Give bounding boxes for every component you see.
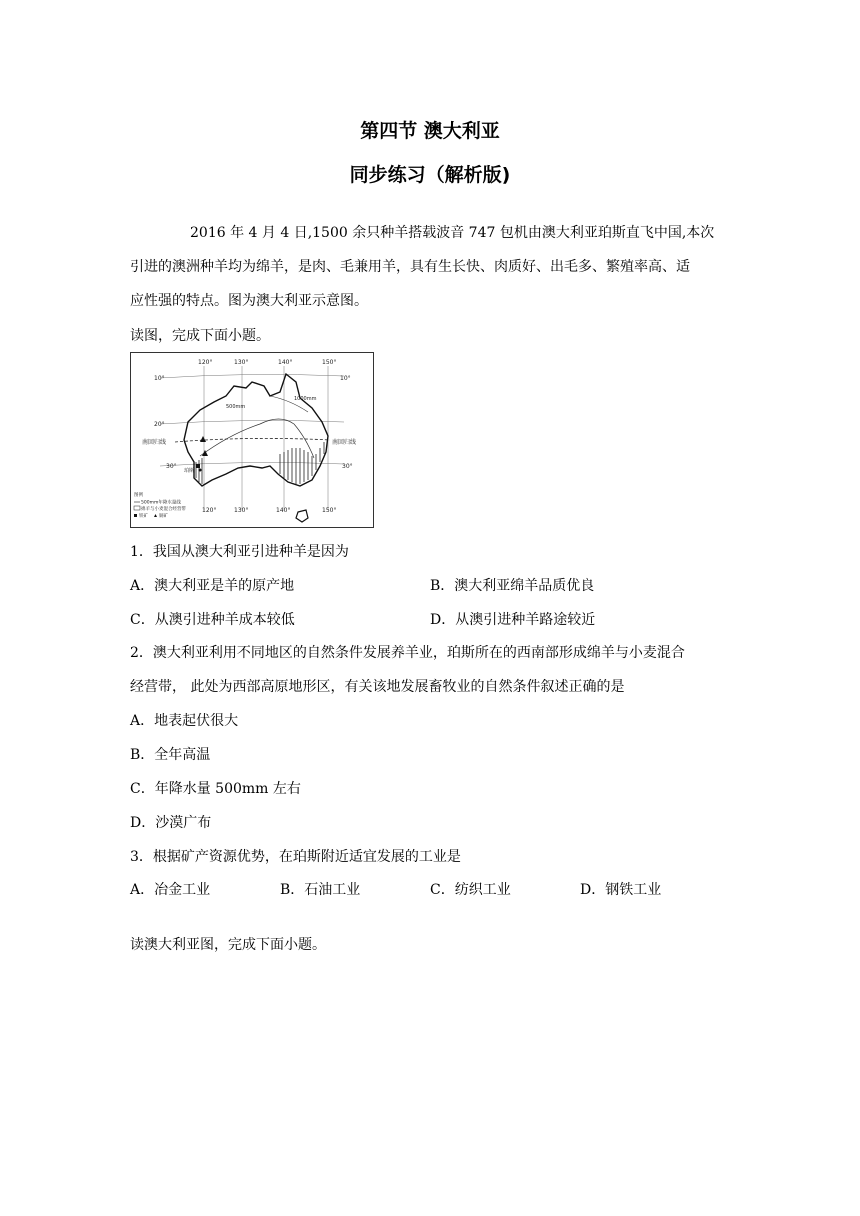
lon-label-120: 120°	[198, 359, 213, 366]
question-3-stem: 3．根据矿产资源优势，在珀斯附近适宜发展的工业是	[130, 849, 461, 865]
instruction-read-map: 读图，完成下面小题。	[130, 328, 270, 344]
question-2-option-d[interactable]: D．沙漠广布	[130, 815, 212, 831]
australia-map	[130, 352, 374, 528]
document-subtitle: 同步练习（解析版)	[349, 164, 511, 186]
lat-label-30: 30°	[166, 463, 177, 470]
document-title: 第四节 澳大利亚	[360, 120, 500, 142]
question-2-option-b[interactable]: B．全年高温	[130, 747, 211, 763]
question-1-option-c[interactable]: C．从澳引进种羊成本较低	[130, 612, 295, 628]
legend-isohyet: 500mm年降水量线	[141, 500, 181, 506]
lon-label-bottom-150: 150°	[322, 507, 337, 514]
tropic-label-right: 南回归线	[332, 439, 357, 446]
lon-label-bottom-140: 140°	[276, 507, 291, 514]
question-1-stem: 1．我国从澳大利亚引进种羊是因为	[130, 544, 349, 560]
question-3-option-d[interactable]: D．钢铁工业	[580, 882, 662, 898]
question-3-option-a[interactable]: A．冶金工业	[130, 882, 211, 898]
lat-label-right-30: 30°	[342, 463, 353, 470]
perth-city-icon	[199, 469, 202, 472]
lon-label-150: 150°	[322, 359, 337, 366]
question-2-option-a[interactable]: A．地表起伏很大	[130, 713, 239, 729]
lat-label-10: 10°	[154, 375, 165, 382]
lat-label-right-10: 10°	[340, 375, 351, 382]
lon-label-bottom-130: 130°	[234, 507, 249, 514]
question-1-option-b[interactable]: B．澳大利亚绵羊品质优良	[430, 578, 595, 594]
tropic-label-left: 南回归线	[142, 439, 167, 446]
question-2-stem-line-1: 2．澳大利亚利用不同地区的自然条件发展养羊业，珀斯所在的西南部形成绵羊与小麦混合	[130, 645, 685, 661]
lon-label-130: 130°	[234, 359, 249, 366]
lat-label-20: 20°	[154, 421, 165, 428]
isohyet-label: 500mm	[226, 404, 246, 410]
intro-line-1: 2016 年 4 月 4 日,1500 余只种羊搭载波音 747 包机由澳大利亚珀斯直飞中国,本次	[190, 225, 715, 241]
question-2-option-c[interactable]: C．年降水量 500mm 左右	[130, 781, 301, 797]
question-1-option-d[interactable]: D．从澳引进种羊路途较近	[430, 612, 596, 628]
intro-line-3: 应性强的特点。图为澳大利亚示意图。	[130, 293, 368, 309]
question-3-option-c[interactable]: C．纺织工业	[430, 882, 511, 898]
question-3-option-b[interactable]: B．石油工业	[280, 882, 361, 898]
instruction-read-australia-map: 读澳大利亚图，完成下面小题。	[130, 937, 326, 953]
lon-label-140: 140°	[278, 359, 293, 366]
lon-label-bottom-120: 120°	[202, 507, 217, 514]
legend-title: 图例	[134, 493, 143, 498]
isohyet-label-1000: 1000mm	[294, 396, 317, 402]
legend-belt: 绵羊与小麦混合经营带	[141, 507, 186, 512]
legend-copper: 铜矿	[159, 514, 168, 519]
coal-mine-icon	[196, 464, 200, 468]
legend-iron: 铁矿	[139, 514, 148, 519]
intro-line-2: 引进的澳洲种羊均为绵羊，是肉、毛兼用羊，具有生长快、肉质好、出毛多、繁殖率高、适	[130, 259, 690, 275]
question-1-option-a[interactable]: A．澳大利亚是羊的原产地	[130, 578, 295, 594]
question-2-stem-line-2: 经营带， 此处为西部高原地形区，有关该地发展畜牧业的自然条件叙述正确的是	[130, 679, 625, 695]
city-label-perth: 珀斯	[184, 468, 195, 474]
